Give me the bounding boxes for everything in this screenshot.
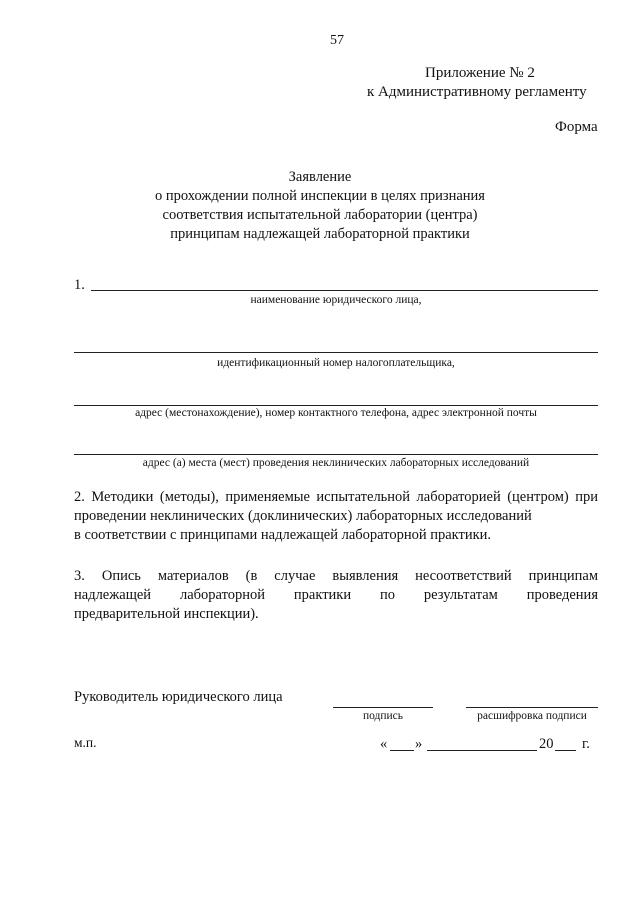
section2-line-3: в соответствии с принципами надлежащей лабораторной практики.	[74, 527, 492, 543]
stamp-label: м.п.	[74, 735, 97, 750]
page-number: 57	[330, 33, 344, 48]
section2-line-2: проведении неклинических (доклинических) лабораторных исследований	[74, 508, 532, 524]
legal-name-caption: наименование юридического лица,	[250, 294, 422, 306]
tax-id-line[interactable]	[74, 352, 598, 353]
date-close-quote: »	[415, 736, 423, 752]
title-line-2: о прохождении полной инспекции в целях признания	[155, 188, 485, 204]
title-line-1: Заявление	[288, 169, 352, 185]
tax-id-caption: идентификационный номер налогоплательщика,	[217, 357, 455, 369]
date-year-line[interactable]	[555, 750, 576, 751]
legal-name-line[interactable]	[91, 290, 598, 291]
regulation-label: к Административному регламенту	[367, 84, 587, 100]
decoding-line[interactable]	[466, 707, 598, 708]
title-line-3: соответствия испытательной лаборатории (центра)	[162, 207, 478, 223]
signature-caption: подпись	[362, 710, 404, 722]
head-label: Руководитель юридического лица	[74, 689, 283, 705]
section3-line-1: 3. Опись материалов (в случае выявления несоответствий принципам	[74, 568, 598, 584]
decoding-caption: расшифровка подписи	[477, 710, 587, 722]
form-label: Форма	[555, 119, 598, 135]
section3-line-2: надлежащей лабораторной практики по результатам проведения	[74, 587, 598, 603]
signature-line[interactable]	[333, 707, 433, 708]
site-line[interactable]	[74, 454, 598, 455]
date-year-suffix: г.	[582, 736, 590, 752]
address-line[interactable]	[74, 405, 598, 406]
date-day-line[interactable]	[390, 750, 414, 751]
section2-line-1: 2. Методики (методы), применяемые испытательной лабораторией (центром) при	[74, 489, 598, 505]
address-caption: адрес (местонахождение), номер контактного телефона, адрес электронной почты	[135, 407, 537, 419]
section3-line-3: предварительной инспекции).	[74, 606, 259, 622]
site-caption: адрес (а) места (мест) проведения неклинических лабораторных исследований	[142, 457, 530, 469]
date-year-prefix: 20	[539, 736, 554, 752]
appendix-label: Приложение № 2	[425, 65, 535, 81]
title-line-4: принципам надлежащей лабораторной практики	[170, 226, 470, 242]
item1-number: 1.	[74, 277, 85, 293]
date-open-quote: «	[380, 736, 388, 752]
date-month-line[interactable]	[427, 750, 537, 751]
